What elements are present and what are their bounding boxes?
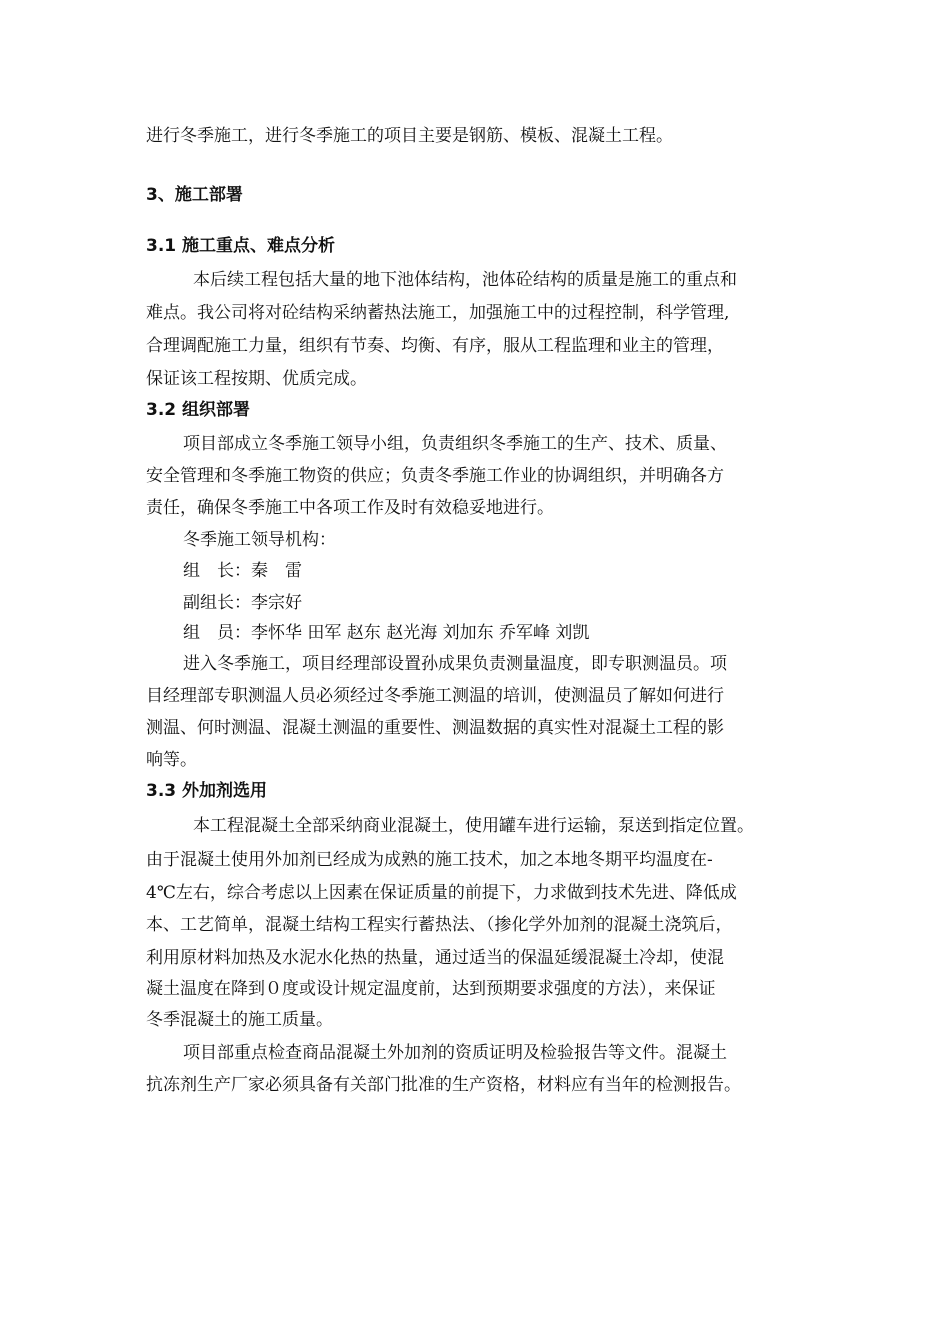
paragraph-line: 难点。我公司将对砼结构采纳蓄热法施工，加强施工中的过程控制，科学管理, <box>146 303 730 323</box>
paragraph-line: 响等。 <box>146 750 197 770</box>
section-heading-3: 3、施工部署 <box>146 185 243 205</box>
org-members: 组 员：李怀华 田军 赵东 赵光海 刘加东 乔军峰 刘凯 <box>183 623 590 643</box>
org-leader: 组 长：秦 雷 <box>183 561 302 581</box>
paragraph-line: 保证该工程按期、优质完成。 <box>146 369 367 389</box>
paragraph-line: 本后续工程包括大量的地下池体结构，池体砼结构的质量是施工的重点和 <box>193 270 737 290</box>
org-title: 冬季施工领导机构： <box>183 530 336 550</box>
paragraph-line: 进入冬季施工，项目经理部设置孙成果负责测量温度，即专职测温员。项 <box>183 654 727 674</box>
subsection-heading-3-2: 3.2 组织部署 <box>146 400 251 420</box>
paragraph-line: 项目部重点检查商品混凝土外加剂的资质证明及检验报告等文件。混凝土 <box>183 1043 727 1063</box>
paragraph-line: 4℃左右，综合考虑以上因素在保证质量的前提下，力求做到技术先进、降低成 <box>146 883 737 903</box>
paragraph-line: 项目部成立冬季施工领导小组，负责组织冬季施工的生产、技术、质量、 <box>183 434 727 454</box>
paragraph-line: 安全管理和冬季施工物资的供应；负责冬季施工作业的协调组织，并明确各方 <box>146 466 724 486</box>
paragraph-line: 目经理部专职测温人员必须经过冬季施工测温的培训，使测温员了解如何进行 <box>146 686 724 706</box>
paragraph-line: 抗冻剂生产厂家必须具备有关部门批准的生产资格，材料应有当年的检测报告。 <box>146 1075 741 1095</box>
paragraph-line: 冬季混凝土的施工质量。 <box>146 1010 333 1030</box>
paragraph-line: 由于混凝土使用外加剂已经成为成熟的施工技术，加之本地冬期平均温度在- <box>146 850 713 870</box>
paragraph-line: 本、工艺简单，混凝土结构工程实行蓄热法、（掺化学外加剂的混凝土浇筑后， <box>146 915 733 935</box>
paragraph-line: 利用原材料加热及水泥水化热的热量，通过适当的保温延缓混凝土冷却，使混 <box>146 948 724 968</box>
paragraph-line: 凝土温度在降到０度或设计规定温度前，达到预期要求强度的方法），来保证 <box>146 979 716 999</box>
org-deputy: 副组长：李宗好 <box>183 593 302 613</box>
paragraph-line: 本工程混凝土全部采纳商业混凝土，使用罐车进行运输，泵送到指定位置。 <box>193 816 754 836</box>
paragraph-line: 进行冬季施工，进行冬季施工的项目主要是钢筋、模板、混凝土工程。 <box>146 126 673 146</box>
paragraph-line: 合理调配施工力量，组织有节奏、均衡、有序，服从工程监理和业主的管理， <box>146 336 724 356</box>
paragraph-line: 测温、何时测温、混凝土测温的重要性、测温数据的真实性对混凝土工程的影 <box>146 718 724 738</box>
subsection-heading-3-1: 3.1 施工重点、难点分析 <box>146 236 336 256</box>
subsection-heading-3-3: 3.3 外加剂选用 <box>146 781 268 801</box>
paragraph-line: 责任，确保冬季施工中各项工作及时有效稳妥地进行。 <box>146 498 554 518</box>
